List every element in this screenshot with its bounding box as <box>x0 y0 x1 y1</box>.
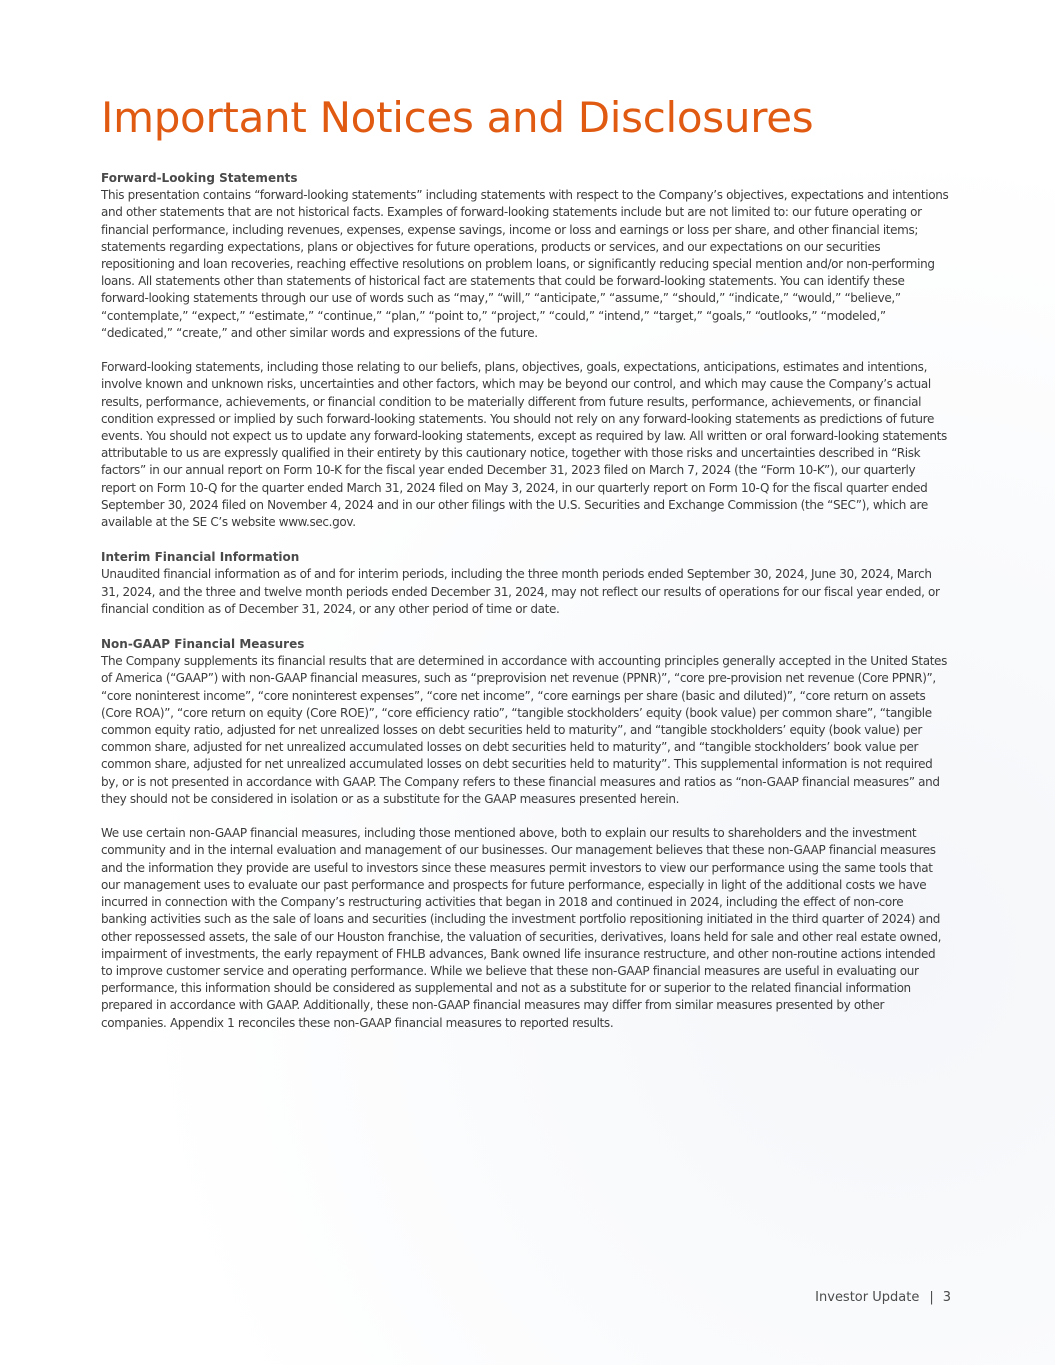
section-paragraph: The Company supplements its financial results that are determined in accordance with accounting principles generally accepted in the United States of America (“GAAP”) with non-GAAP financial measures, such as “preprovision net revenue (PPNR)”, “core pre-provision net revenue (Core PPNR)”, “core noninterest income”, “core noninterest expenses”, “core net income”, “core earnings per share (basic and diluted)”, “core return on assets (Core ROA)”, “core return on equity (Core ROE)”, “core efficiency ratio”, “tangible stockholders’ equity (book value) per common share”, “tangible common equity ratio, adjusted for net unrealized losses on debt securities held to maturity”, and “tangible stockholders’ equity (book value) per common share, adjusted for net unrealized accumulated losses on debt securities held to maturity”, and “tangible stockholders’ book value per common share, adjusted for net unrealized accumulated losses on debt securities held to maturity”. This supplemental information is not required by, or is not presented in accordance with GAAP. The Company refers to these financial measures and ratios as “non-GAAP financial measures” and they should not be considered in isolation or as a substitute for the GAAP measures presented herein. <box>101 654 947 806</box>
section-heading: Interim Financial Information <box>101 550 300 565</box>
footer-separator: | <box>929 1290 934 1305</box>
section-paragraph: Forward-looking statements, including those relating to our beliefs, plans, objectives, goals, expectations, anticipations, estimates and intentions, involve known and unknown risks, uncertainties and other factors, which may be beyond our control, and which may cause the Company’s actual results, performance, achievements, or financial condition to be materially different from future results, performance, achievements, or financial condition expressed or implied by such forward-looking statements. You should not rely on any forward-looking statements as predictions of future events. You should not expect us to update any forward-looking statements, except as required by law. All written or oral forward-looking statements attributable to us are expressly qualified in their entirety by this cautionary notice, together with those risks and uncertainties described in “Risk factors” in our annual report on Form 10-K for the fiscal year ended December 31, 2023 filed on March 7, 2024 (the “Form 10-K”), our quarterly report on Form 10-Q for the quarter ended March 31, 2024 filed on May 3, 2024, in our quarterly report on Form 10-Q for the fiscal quarter ended September 30, 2024 filed on November 4, 2024 and in our other filings with the U.S. Securities and Exchange Commission (the “SEC”), which are available at the SE C’s website www.sec.gov. <box>101 360 947 530</box>
section-paragraph: Unaudited financial information as of and for interim periods, including the three month periods ended September 30, 2024, June 30, 2024, March 31, 2024, and the three and twelve month periods ended December 31, 2024, may not reflect our results of operations for our fiscal year ended, or financial condition as of December 31, 2024, or any other period of time or date. <box>101 567 940 616</box>
section-heading: Non-GAAP Financial Measures <box>101 637 305 652</box>
section-paragraph: This presentation contains “forward-looking statements” including statements with respect to the Company’s objectives, expectations and intentions and other statements that are not historical facts. Examples of forward-looking statements include but are not limited to: our future operating or financial performance, including revenues, expenses, expense savings, income or loss and earnings or loss per share, and other financial items; statements regarding expectations, plans or objectives for future operations, products or services, and our expectations on our securities repositioning and loan recoveries, reaching effective resolutions on problem loans, or significantly reducing special mention and/or non-performing loans. All statements other than statements of historical fact are statements that could be forward-looking statements. You can identify these forward-looking statements through our use of words such as “may,” “will,” “anticipate,” “assume,” “should,” “indicate,” “would,” “believe,” “contemplate,” “expect,” “estimate,” “continue,” “plan,” “point to,” “project,” “could,” “intend,” “target,” “goals,” “outlooks,” “modeled,” “dedicated,” “create,” and other similar words and expressions of the future. <box>101 188 949 340</box>
page-footer <box>815 1288 951 1308</box>
disclosures-content <box>101 170 949 1050</box>
section-paragraph: We use certain non-GAAP financial measures, including those mentioned above, both to explain our results to shareholders and the investment community and in the internal evaluation and management of our businesses. Our management believes that these non-GAAP financial measures and the information they provide are useful to investors since these measures permit investors to view our performance using the same tools that our management uses to evaluate our past performance and prospects for future performance, especially in light of the additional costs we have incurred in connection with the Company’s restructuring activities that began in 2018 and continued in 2024, including the effect of non-core banking activities such as the sale of loans and securities (including the investment portfolio repositioning initiated in the third quarter of 2024) and other repossessed assets, the sale of our Houston franchise, the valuation of securities, derivatives, loans held for sale and other real estate owned, impairment of investments, the early repayment of FHLB advances, Bank owned life insurance restructure, and other non-routine actions intended to improve customer service and operating performance. While we believe that these non-GAAP financial measures are useful in evaluating our performance, this information should be considered as supplemental and not as a substitute for or superior to the related financial information prepared in accordance with GAAP. Additionally, these non-GAAP financial measures may differ from similar measures presented by other companies. Appendix 1 reconciles these non-GAAP financial measures to reported results. <box>101 826 942 1030</box>
footer-label: Investor Update <box>815 1290 920 1305</box>
section-forward-looking-statements <box>101 170 949 531</box>
section-interim-financial-information <box>101 549 949 618</box>
section-non-gaap-financial-measures <box>101 636 949 1032</box>
page-number: 3 <box>942 1290 951 1305</box>
page-title: Important Notices and Disclosures <box>101 93 814 142</box>
section-heading: Forward-Looking Statements <box>101 171 298 185</box>
